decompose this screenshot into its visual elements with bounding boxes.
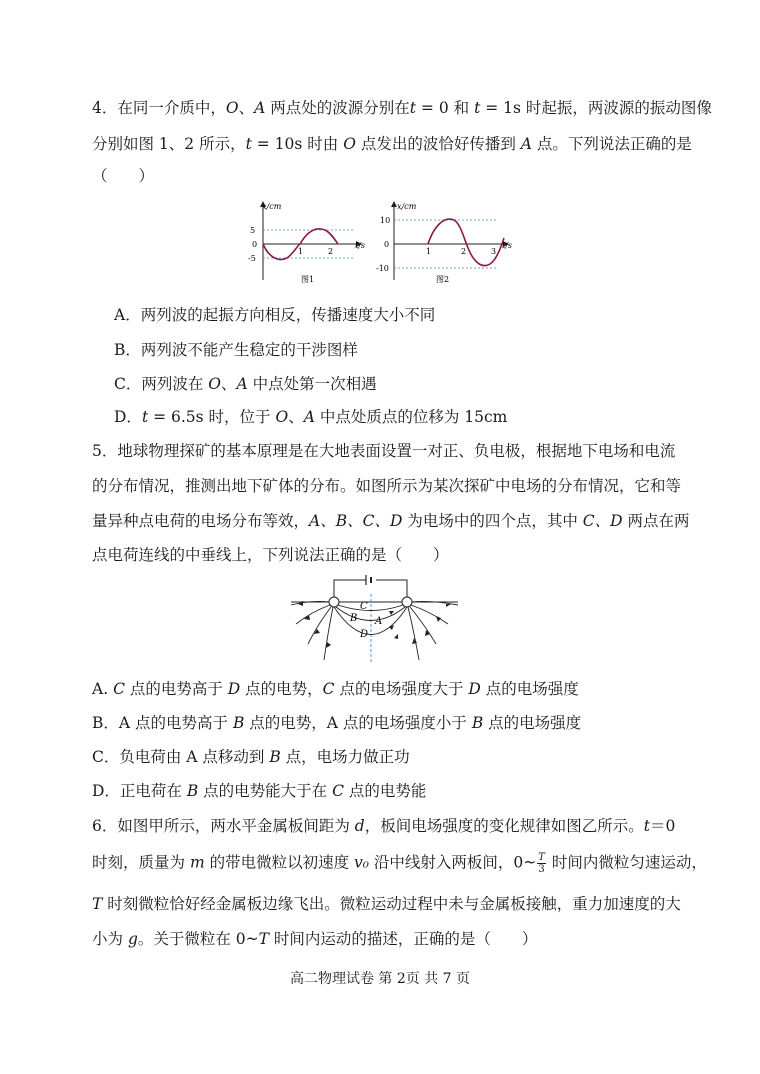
tick-label: 3: [491, 247, 497, 256]
q5-line-2: 的分布情况，推测出地下矿体的分布。如图所示为某次探矿中电场的分布情况，它和等: [92, 477, 682, 495]
page-footer: 高二物理试卷 第 2页 共 7 页: [289, 971, 471, 987]
point-label-b: B: [350, 613, 358, 624]
q6-line-1: 6．如图甲所示，两水平金属板间距为 d，板间电场强度的变化规律如图乙所示。t＝0: [92, 817, 676, 835]
q5-line-4: 点电荷连线的中垂线上，下列说法正确的是（ ）: [92, 546, 449, 564]
point-label-a: A: [375, 616, 383, 627]
arrowhead: [446, 604, 451, 607]
tick-label: -5: [248, 254, 256, 263]
q5-option-a: A. C 点的电势高于 D 点的电势，C 点的电场强度大于 D 点的电场强度: [92, 680, 579, 698]
field-line: [338, 605, 403, 611]
q5-line-3: 量异种点电荷的电场分布等效，A、B、C、D 为电场中的四个点，其中 C、D 两点在两: [92, 512, 690, 530]
fraction-t-over-3: $\frac{T}{3}$: [538, 852, 545, 875]
point-label-d: D: [360, 629, 369, 640]
q6-line-3: T 时刻微粒恰好经金属板边缘飞出。微粒运动过程中未与金属板接触，重力加速度的大: [92, 895, 681, 913]
tick-label: 2: [461, 247, 467, 256]
point-label-c: C: [360, 601, 368, 612]
q5-option-d: D．正电荷在 B 点的电势能大于在 C 点的电势能: [92, 782, 427, 800]
x-axis-label: t/s: [355, 241, 366, 250]
y-axis-label: x/cm: [262, 202, 282, 211]
field-line: [411, 605, 448, 624]
q4-option-c: C．两列波在 O、A 中点处第一次相遇: [114, 375, 377, 393]
q4-line-1: 4．在同一介质中，O、A 两点处的波源分别在t = 0 和 t = 1s 时起振，两波源的振动图像: [92, 99, 712, 117]
tick-label: 5: [250, 226, 256, 235]
y-axis-label: x/cm: [397, 202, 417, 211]
vibration-graph-2: [376, 198, 516, 290]
electric-field-diagram: [286, 572, 466, 668]
tick-label: 0: [384, 240, 390, 249]
vibration-graph-1: [245, 198, 375, 290]
q4-option-d: D．t = 6.5s 时，位于 O、A 中点处质点的位移为 15cm: [114, 408, 508, 426]
q5-line-1: 5．地球物理探矿的基本原理是在大地表面设置一对正、负电极，根据地下电场和电流: [92, 442, 676, 460]
q4-option-b: B．两列波不能产生稳定的干涉图样: [114, 341, 358, 359]
negative-electrode: [402, 597, 412, 607]
x-axis-label: t/s: [502, 241, 513, 250]
tick-label: 1: [298, 247, 304, 256]
arrowhead: [394, 634, 398, 639]
tick-label: 2: [328, 247, 334, 256]
q5-option-c: C．负电荷由 A 点移动到 B 点，电场力做正功: [92, 748, 410, 766]
q4-line-2: 分别如图 1、2 所示，t = 10s 时由 O 点发出的波恰好传播到 A 点。下列说法正确的是: [92, 135, 692, 153]
q4-option-a: A．两列波的起振方向相反，传播速度大小不同: [114, 306, 436, 324]
field-line: [408, 607, 419, 660]
arrowhead: [436, 616, 441, 622]
wave-curve-2: [428, 219, 504, 265]
q5-option-b: B．A 点的电势高于 B 点的电势，A 点的电场强度小于 B 点的电场强度: [92, 714, 582, 732]
q6-line-2: 时刻，质量为 m 的带电微粒以初速度 v₀ 沿中线射入两板间，0~ $\frac{T}{3}$ 时间内微粒匀速运动，: [92, 852, 707, 875]
field-line: [336, 607, 405, 621]
tick-label: 1: [426, 247, 432, 256]
figure-caption: 图2: [436, 275, 450, 284]
q6-line-4: 小为 g。关于微粒在 0~T 时间内运动的描述，正确的是（ ）: [92, 930, 538, 948]
figure-caption: 图1: [301, 275, 315, 284]
question-number: 4．: [92, 99, 118, 117]
arrowhead: [412, 638, 417, 644]
tick-label: 0: [252, 240, 258, 249]
wire: [376, 580, 407, 602]
tick-label: 10: [380, 216, 391, 225]
positive-electrode: [329, 597, 339, 607]
tick-label: -10: [376, 264, 389, 273]
wire: [334, 580, 366, 602]
q4-answer-paren: （ ）: [92, 167, 155, 185]
field-line: [296, 605, 330, 624]
